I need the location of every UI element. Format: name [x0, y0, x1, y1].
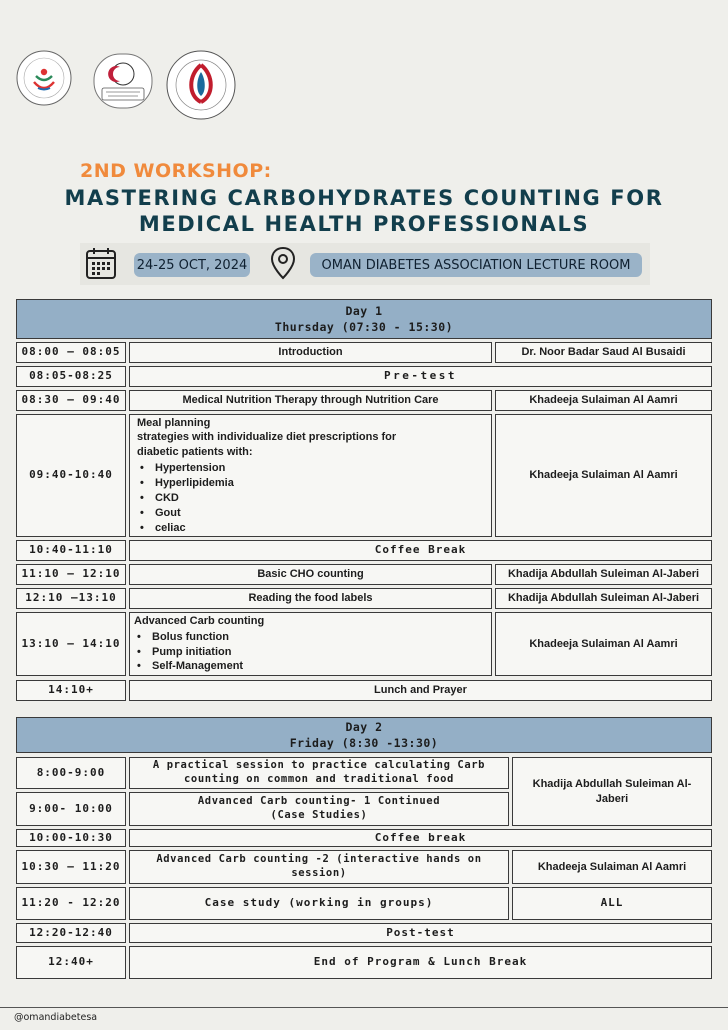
advanced-carb-list: [134, 630, 243, 675]
day1-row8-topic: [129, 612, 492, 676]
day2-row1-time: 8:00-9:00: [16, 757, 126, 789]
day1-row5-time: 10:40-11:10: [16, 540, 126, 561]
national-diabetes-center-logo: [16, 50, 72, 106]
day2-row4-topic-line1: Advanced Carb counting -2 (interactive hands on: [156, 853, 482, 866]
day2-row4-topic-line2: session): [291, 867, 347, 879]
day1-row1-topic: Introduction: [129, 342, 492, 363]
day2-row3-time: 10:00-10:30: [16, 829, 126, 847]
day2-shared-speaker-line1: Khadija Abdullah Suleiman Al-: [532, 778, 692, 791]
title-line-1: MASTERING CARBOHYDRATES COUNTING FOR: [64, 186, 664, 210]
day2-row2-topic-line1: Advanced Carb counting- 1 Continued: [197, 795, 441, 808]
list-item: • Hypertension: [137, 461, 234, 476]
meal-planning-line2: strategies with individualize diet prescriptions for: [137, 431, 397, 444]
day1-row7-topic: Reading the food labels: [129, 588, 492, 609]
day1-row6-topic: Basic CHO counting: [129, 564, 492, 585]
day1-row3-speaker: Khadeeja Sulaiman Al Aamri: [495, 390, 712, 411]
day2-row1-topic: [129, 757, 509, 789]
location-pin-icon: [270, 246, 296, 280]
calendar-icon: [85, 246, 117, 280]
day1-row7-speaker: Khadija Abdullah Suleiman Al-Jaberi: [495, 588, 712, 609]
day1-row3-time: 08:30 – 09:40: [16, 390, 126, 411]
day1-title: Day 1: [345, 304, 383, 318]
day1-row4-speaker: Khadeeja Sulaiman Al Aamri: [495, 414, 712, 537]
day2-row2-time: 9:00- 10:00: [16, 792, 126, 826]
day1-row6-time: 11:10 – 12:10: [16, 564, 126, 585]
day1-row2-topic: Pre-test: [129, 366, 712, 387]
day1-row3-topic: Medical Nutrition Therapy through Nutrition Care: [129, 390, 492, 411]
day1-row1-time: 08:00 – 08:05: [16, 342, 126, 363]
event-info-band: [80, 243, 650, 285]
day2-shared-speaker: [512, 757, 712, 826]
day2-row5-time: 11:20 - 12:20: [16, 887, 126, 920]
day2-row4-time: 10:30 – 11:20: [16, 850, 126, 884]
advanced-carb-title: Advanced Carb counting: [134, 614, 265, 627]
day1-row4-topic: [129, 414, 492, 537]
day2-row6-topic: Post-test: [129, 923, 712, 943]
footer-divider: [0, 1007, 728, 1008]
day2-row2-topic-line2: (Case Studies): [270, 809, 368, 821]
day1-row5-topic: Coffee Break: [129, 540, 712, 561]
day2-row7-time: 12:40+: [16, 946, 126, 979]
day1-row4-time: 09:40-10:40: [16, 414, 126, 537]
list-item: • Hyperlipidemia: [137, 476, 234, 491]
day1-row9-topic: Lunch and Prayer: [129, 680, 712, 701]
list-item: • celiac: [137, 521, 234, 536]
day2-row4-topic: [129, 850, 509, 884]
workshop-label: 2ND WORKSHOP:: [80, 160, 272, 182]
day2-row6-time: 12:20-12:40: [16, 923, 126, 943]
day1-row8-speaker: Khadeeja Sulaiman Al Aamri: [495, 612, 712, 676]
meal-planning-line1: Meal planning: [137, 416, 211, 429]
day2-shared-speaker-line2: Jaberi: [595, 792, 629, 805]
day1-row7-time: 12:10 –13:10: [16, 588, 126, 609]
condition-list: [137, 461, 234, 535]
day1-header: [16, 299, 712, 339]
day2-row3-topic: Coffee break: [129, 829, 712, 847]
list-item: • Bolus function: [134, 630, 243, 645]
day2-row2-topic: [129, 792, 509, 826]
event-date: 24-25 OCT, 2024: [134, 253, 250, 277]
list-item: • CKD: [137, 491, 234, 506]
oman-diabetes-association-logo: [166, 50, 236, 120]
list-item: • Self-Management: [134, 659, 243, 674]
day2-title: Day 2: [345, 720, 383, 734]
day1-row1-speaker: Dr. Noor Badar Saud Al Busaidi: [495, 342, 712, 363]
day2-row1-topic-line2: counting on common and traditional food: [184, 773, 454, 785]
day2-row5-speaker: ALL: [512, 887, 712, 920]
day1-subtitle: Thursday (07:30 - 15:30): [274, 320, 454, 334]
meal-planning-line3: diabetic patients with:: [137, 446, 253, 459]
day1-row9-time: 14:10+: [16, 680, 126, 701]
day1-row8-time: 13:10 – 14:10: [16, 612, 126, 676]
event-venue: OMAN DIABETES ASSOCIATION LECTURE ROOM: [310, 253, 642, 277]
day2-header: [16, 717, 712, 753]
title-line-2: MEDICAL HEALTH PROFESSIONALS: [138, 212, 590, 236]
list-item: • Pump initiation: [134, 645, 243, 660]
day2-row5-topic: Case study (working in groups): [129, 887, 509, 920]
day2-row4-speaker: Khadeeja Sulaiman Al Aamri: [512, 850, 712, 884]
royal-hospital-logo: [88, 50, 158, 112]
day2-row7-topic: End of Program & Lunch Break: [129, 946, 712, 979]
day1-row2-time: 08:05-08:25: [16, 366, 126, 387]
list-item: • Gout: [137, 506, 234, 521]
day1-row6-speaker: Khadija Abdullah Suleiman Al-Jaberi: [495, 564, 712, 585]
social-handle: @omandiabetesa: [14, 1012, 98, 1023]
day2-subtitle: Friday (8:30 -13:30): [289, 736, 439, 750]
day2-row1-topic-line1: A practical session to practice calculating Carb: [152, 759, 486, 772]
